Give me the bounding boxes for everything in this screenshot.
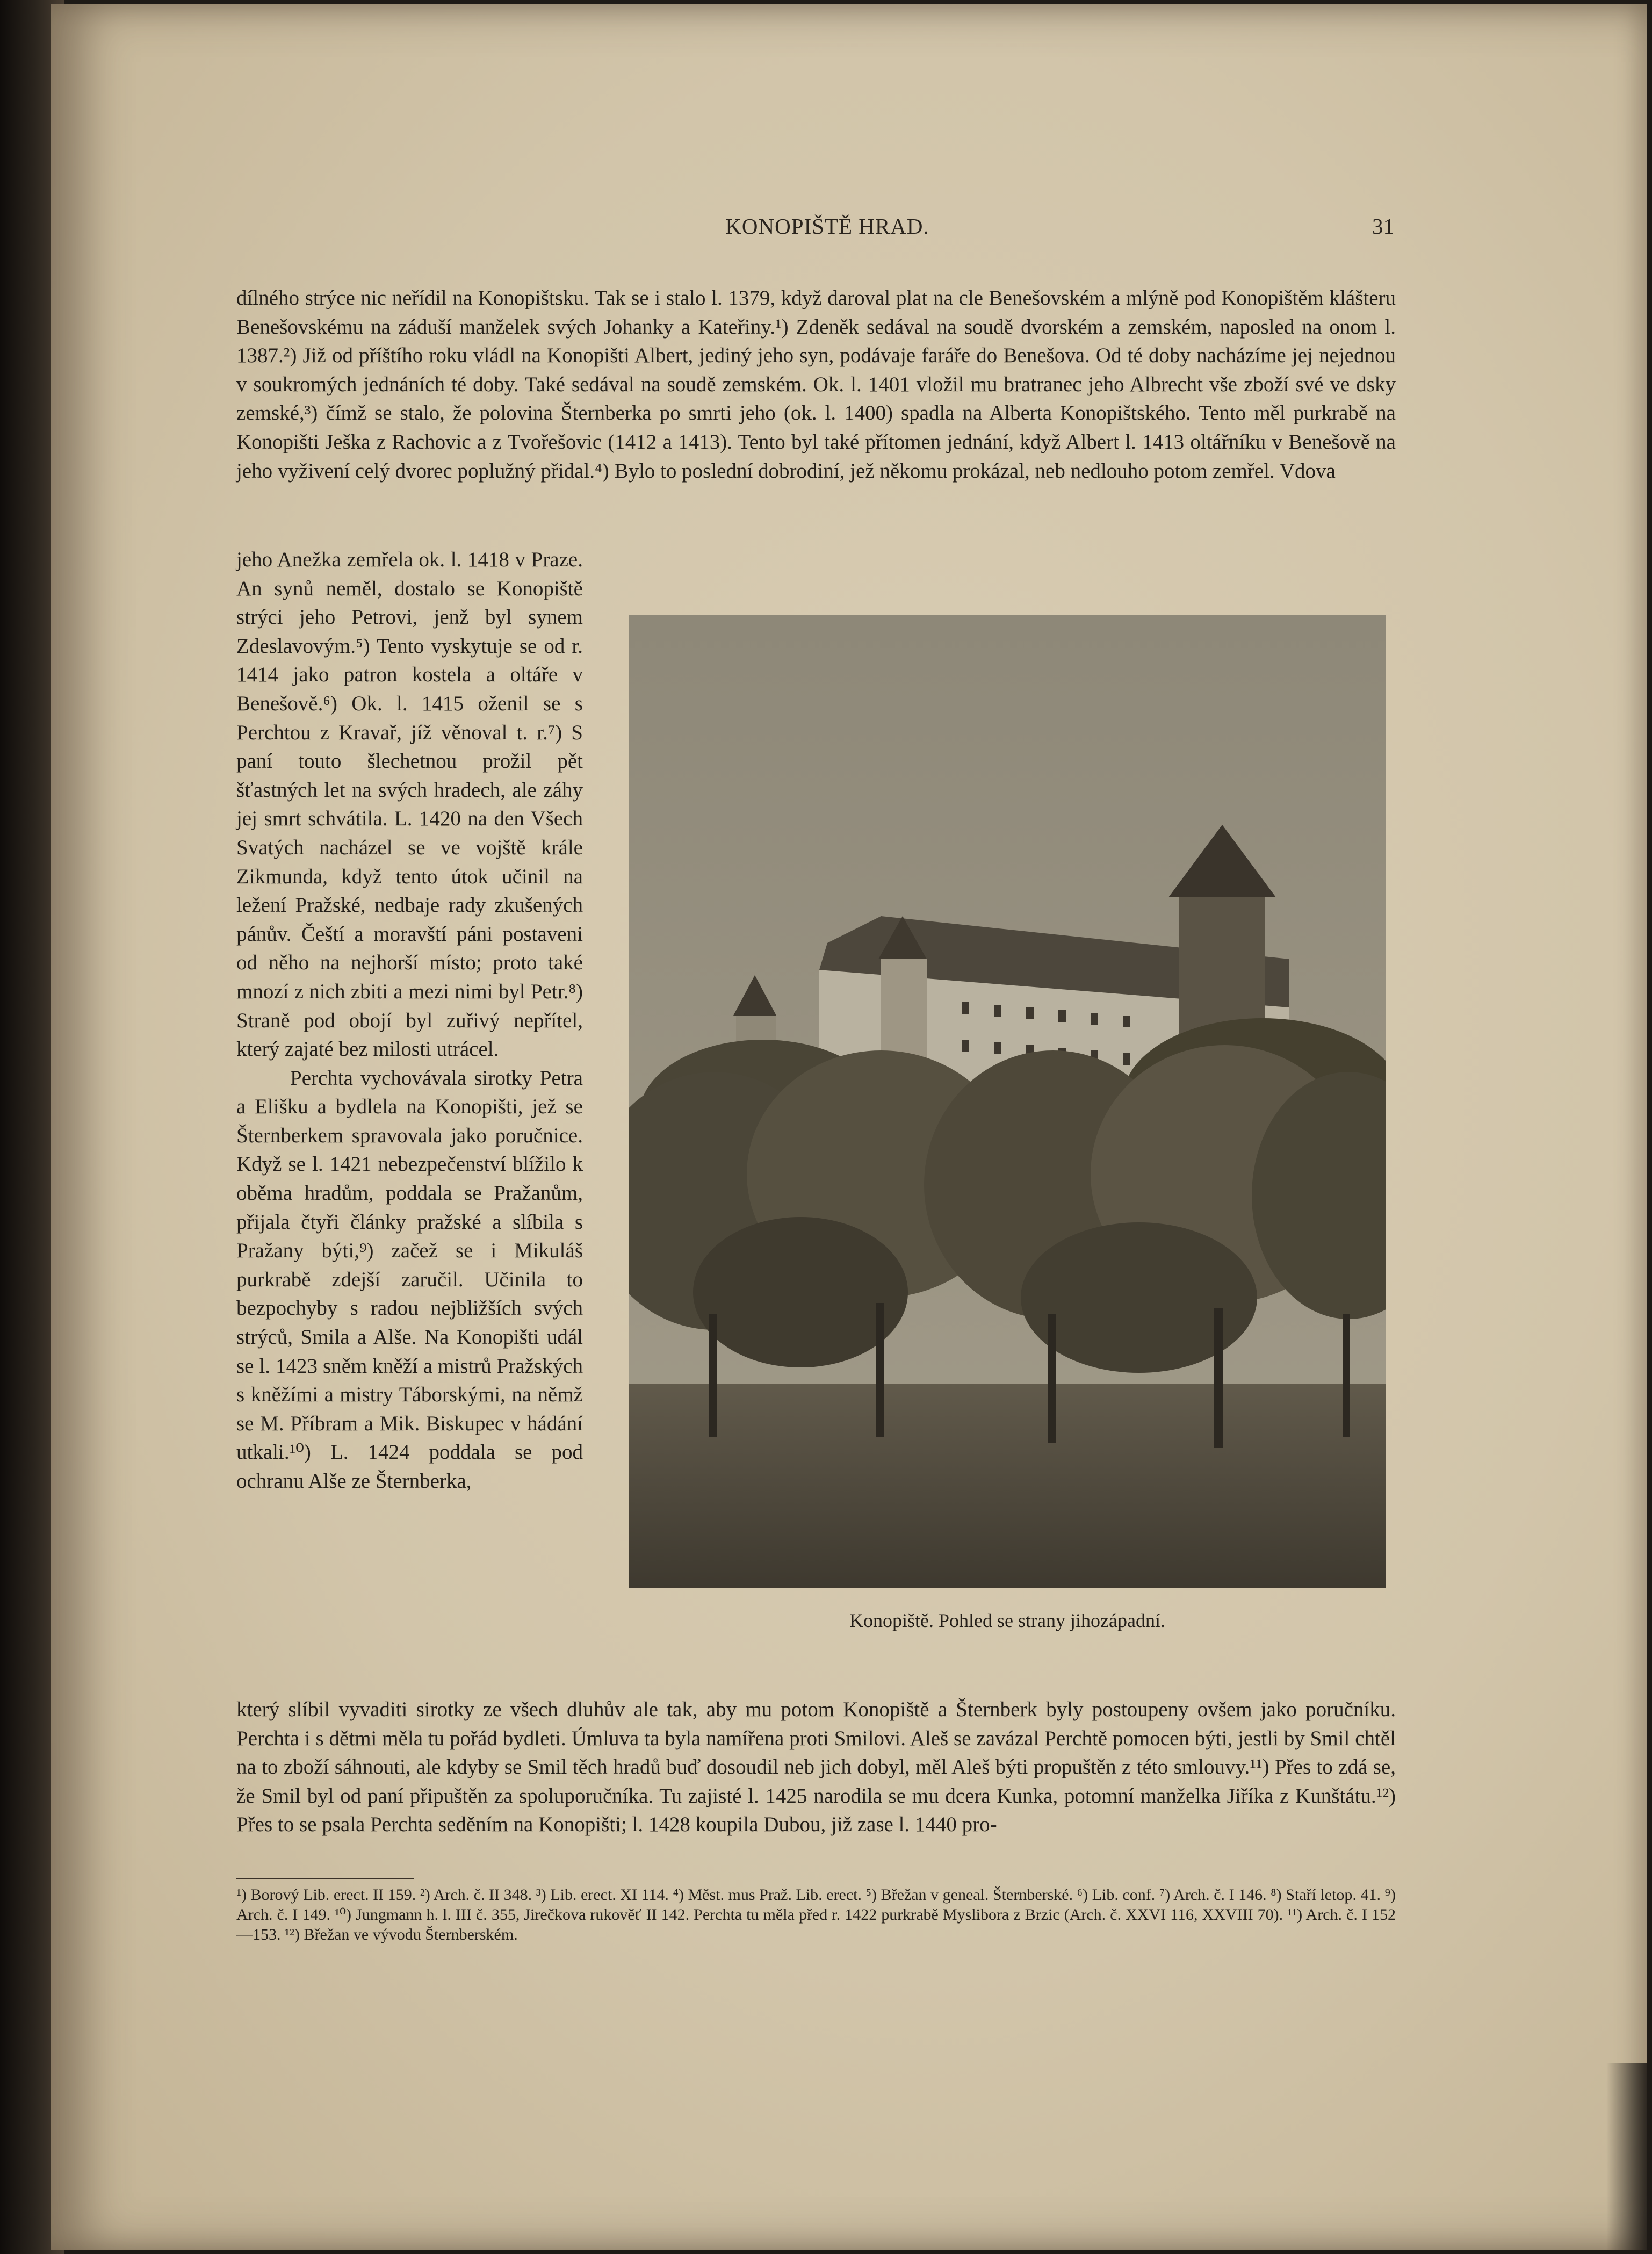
footnotes: ¹) Borový Lib. erect. II 159. ²) Arch. č. II 348. ³) Lib. erect. XI 114. ⁴) Měst. mus Praž. Lib. erect. ⁵) Břežan v geneal. Šternberské. ⁶) Lib. conf. ⁷) Arch. č. I 146. ⁸) Staří letop. 41. ⁹) Arch. č. I 149. ¹⁰) Jungmann h. l. III č. 355, Jirečkova rukověť II 142. Perchta tu měla před r. 1422 purkrabě Myslibora z Brzic (Arch. č. XXVI 116, XXVIII 70). ¹¹) Arch. č. I 152—153. ¹²) Břežan ve vývodu Šternberském.	[236, 1886, 1396, 1943]
figure-caption: Konopiště. Pohled se strany jihozápadní.	[849, 1610, 1165, 1631]
paragraph-top: dílného strýce nic neřídil na Konopištsku. Tak se i stalo l. 1379, když daroval plat na cle Benešovském a mlýně pod Konopištěm klášteru Benešovskému na záduší manželek svých Johanky a Kateřiny.¹) Zdeněk sedával na soudě dvorském a zemském, naposled na onom l. 1387.²) Již od příštího roku vládl na Konopišti Albert, jediný jeho syn, podávaje faráře do Benešova. Od té doby nacházíme jej nejednou v soukromých jednáních té doby. Také sedával na soudě zemském. Ok. l. 1401 vložil mu bratranec jeho Albrecht vše zboží své ve dsky zemské,³) čímž se stalo, že polovina Šternberka po smrti jeho (ok. l. 1400) spadla na Alberta Konopištského. Tento měl purkrabě na Konopišti Ješka z Rachovic a z Tvořešovic (1412 a 1413). Tento byl také přítomen jednání, když Albert l. 1413 oltářníku v Benešově na jeho vyživení celý dvorec poplužný přidal.⁴) Bylo to poslední dobrodiní, jež někomu prokázal, neb nedlouho potom zemřel. Vdova	[236, 286, 1396, 483]
running-header: KONOPIŠTĚ HRAD.	[725, 214, 929, 239]
paragraph-left-2: Perchta vychovávala sirotky Petra a Elišku a bydlela na Konopišti, jež se Šternberkem spravovala jako poručnice. Když se l. 1421 nebezpečenství blížilo k oběma hradům, poddala se Pražanům, přijala čtyři články pražské a slíbila s Pražany býti,⁹) začež se i Mikuláš purkrabě zdejší zaručil. Učinila to bezpochyby s radou nejbližších svých strýců, Smila a Alše. Na Konopišti udál se l. 1423 sněm kněží a mistrů Pražských s kněžími a mistry Táborskými, na němž se M. Příbram a Mik. Biskupec v hádání utkali.¹⁰) L. 1424 poddala se pod ochranu Alše ze Šternberka,	[236, 1066, 583, 1493]
body-bottom-text	[236, 1695, 1396, 1839]
paragraph-bottom: který slíbil vyvaditi sirotky ze všech dluhův ale tak, aby mu potom Konopiště a Šternberk byly postoupeny ovšem jako poručníku. Perchta i s dětmi měla tu pořád bydleti. Úmluva ta byla namířena proti Smilovi. Aleš se zavázal Perchtě pomocen býti, jestli by Smil chtěl na to zboží sáhnouti, ale kdyby se Smil těch hradů buď dosoudil neb jich dobyl, měl Aleš býti propuštěn z této smlouvy.¹¹) Přes to zdá se, že Smil byl od paní připuštěn za spoluporučníka. Tu zajisté l. 1425 narodila se mu dcera Kunka, potomní manželka Jiříka z Kunštátu.¹²) Přes to se psala Perchta seděním na Konopišti; l. 1428 koupila Dubou, již zase l. 1440 pro-	[236, 1698, 1396, 1837]
footnote-divider	[236, 1878, 414, 1879]
page-edge-shadow	[1606, 2063, 1652, 2254]
body-left-column	[236, 545, 583, 1496]
page-number: 31	[1372, 214, 1394, 239]
body-top-text	[236, 284, 1396, 485]
paragraph-left-1: jeho Anežka zemřela ok. l. 1418 v Praze. An synů neměl, dostalo se Konopiště strýci jeho Petrovi, jenž byl synem Zdeslavovým.⁵) Tento vyskytuje se od r. 1414 jako patron kostela a oltáře v Benešově.⁶) Ok. l. 1415 oženil se s Perchtou z Kravař, jíž věnoval t. r.⁷) S paní touto šlechetnou prožil pět šťastných let na svých hradech, ale záhy jej smrt schvátila. L. 1420 na den Všech Svatých nacházel se ve vojště krále Zikmunda, když tento útok učinil na ležení Pražské, nedbaje rady zkušených pánův. Čeští a moravští páni postaveni od něho na nejhorší místo; proto také mnozí z nich zbiti a mezi nimi byl Petr.⁸) Straně pod obojí byl zuřivý nepřítel, který zajaté bez milosti utrácel.	[236, 548, 583, 1061]
castle-photograph	[629, 615, 1386, 1588]
castle-photo-illustration	[629, 615, 1386, 1588]
